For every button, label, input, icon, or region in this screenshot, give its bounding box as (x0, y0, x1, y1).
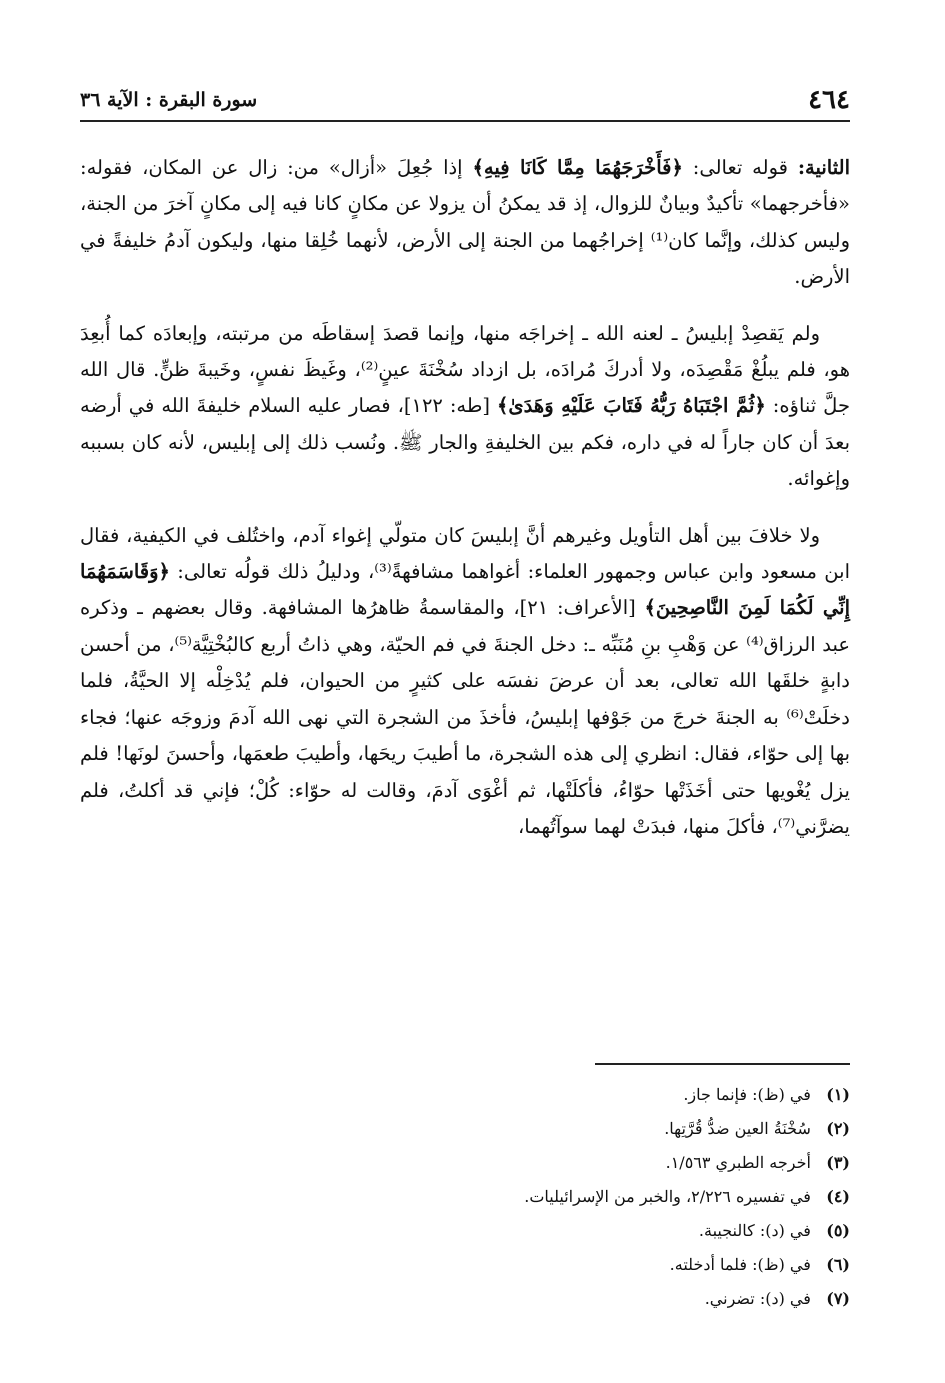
paragraph-text: [الأعراف: ٢١]، والمقاسمةُ ظاهرُها المشافهة. وقال بعضهم ـ وذكره عبد الرزاق⁽⁴⁾ عن وَهْبِ بنِ مُنَبِّه ـ: دخل الجنةَ في فم الحيّة، وهي ذاتُ أربع كالبُخْتِيَّة⁽⁵⁾، من أحسن دابةٍ خلقَها الله تعالى، بعد أن عرضَ نفسَه على كثيرٍ من الحيوان، فلم يُدْخِلْه إلا الحيَّةُ، فلما دخلَتْ⁽⁶⁾ به الجنةَ خرجَ من جَوْفها إبليسُ، فأخذَ من الشجرة التي نهى الله آدمَ وزوجَه عنها؛ فجاء بها إلى حوّاء، فقال: انظري إلى هذه الشجرة، ما أطيبَ ريحَها، وأطيبَ طعمَها، وأحسنَ لونَها! فلم يزل يُغْويها حتى أخَذَتْها حوّاءُ، فأكلَتْها، ثم أغْوَى آدمَ، وقالت له حوّاء: كُلْ؛ فإني قد أكلتُ، فلم يضرَّني⁽⁷⁾، فأكلَ منها، فبدَتْ لهما سوآتُهما، (80, 596, 851, 838)
footnote (250, 1078, 850, 1112)
quran-verse: ﴿فَأَخْرَجَهُمَا مِمَّا كَانَا فِيهِ﴾ (472, 156, 683, 179)
footnote-text: سُخْنَةُ العين ضدُّ قُرَّتِها. (664, 1119, 811, 1138)
footnote-text: في (ظ): فلما أدخلته. (669, 1255, 811, 1274)
footnote-text: في تفسيره ٢/٢٢٦، والخبر من الإسرائيليات. (524, 1187, 811, 1206)
footnote (250, 1248, 850, 1282)
page-number: ٤٦٤ (808, 85, 850, 115)
footnote-number: (٧) (826, 1289, 850, 1308)
footnote (250, 1180, 850, 1214)
footnote-text: في (ظ): فإنما جاز. (683, 1085, 811, 1104)
footnote-text: في (د): تضرني. (704, 1289, 811, 1308)
footnote-number: (٥) (826, 1221, 850, 1240)
paragraph-2 (80, 316, 850, 498)
footnotes (250, 1078, 850, 1316)
paragraph-text: ولا خلافَ بين أهل التأويل وغيرهم أنَّ إبليسَ كان متولّي إغواء آدم، واختُلف في الكيفية، فقال ابن مسعود وابن عباس وجمهور العلماء: أغواهما مشافهةً⁽³⁾، ودليلُ ذلك قولُه تعالى: (80, 523, 850, 584)
running-head: سورة البقرة : الآية ٣٦ (80, 89, 258, 111)
footnote-number: (١) (826, 1085, 850, 1104)
quran-verse: ﴿وَقَاسَمَهُمَا إِنِّي لَكُمَا لَمِنَ النَّاصِحِينَ﴾ (80, 560, 850, 620)
footnote-number: (٣) (826, 1153, 850, 1172)
footnote (250, 1214, 850, 1248)
footnote-text: في (د): كالنجيبة. (698, 1221, 811, 1240)
footnote (250, 1282, 850, 1316)
footnote-number: (٤) (826, 1187, 850, 1206)
quran-verse: ﴿ثُمَّ اجْتَبَاهُ رَبُّهُ فَتَابَ عَلَيْهِ وَهَدَىٰ﴾ (496, 394, 766, 418)
paragraph-text: إذا جُعِلَ «أزال» من: زال عن المكان، فقوله: «فأخرجهما» تأكيدٌ وبيانٌ للزوال، إذ قد يمكنُ أن يزولا عن مكانٍ كانا فيه إلى مكانٍ آخرَ من الجنة، وليس كذلك، وإنَّما كان⁽¹⁾ إخراجُهما من الجنة إلى الأرض، لأنهما خُلِقا منها، وليكون آدمُ خليفةً في الأرض. (80, 156, 851, 289)
footnote-number: (٦) (826, 1255, 850, 1274)
footnote (250, 1112, 850, 1146)
main-text (80, 150, 850, 865)
paragraph-1 (80, 150, 850, 296)
page-header (80, 80, 850, 122)
paragraph-3 (80, 518, 850, 846)
footnote-text: أخرجه الطبري ١/٥٦٣. (665, 1153, 811, 1172)
paragraph-text: [طه: ١٢٢]، فصار عليه السلام خليفةَ الله في أرضه بعدَ أن كان جاراً له في داره، فكم بين الخليفةِ والجار ﷺ. ونُسب ذلك إلى إبليس، لأنه كان بسببه وإغوائه. (80, 394, 850, 491)
footnote-number: (٢) (826, 1119, 850, 1138)
paragraph-lead: الثانية: (797, 156, 850, 179)
footnote (250, 1146, 850, 1180)
paragraph-text: ولم يَقصِدْ إبليسُ ـ لعنه الله ـ إخراجَه منها، وإنما قصدَ إسقاطَه من مرتبته، وإبعادَه كما أُبعِدَ هو، فلم يبلُغْ مَقْصِدَه، ولا أدركَ مُرادَه، بل ازداد سُخْنَةَ عينٍ⁽²⁾، وغَيظَ نفسٍ، وخَيبةَ ظنٍّ. قال الله جلَّ ثناؤه: (80, 321, 851, 418)
footnote-separator (595, 1063, 850, 1065)
paragraph-text: قوله تعالى: (682, 156, 798, 179)
